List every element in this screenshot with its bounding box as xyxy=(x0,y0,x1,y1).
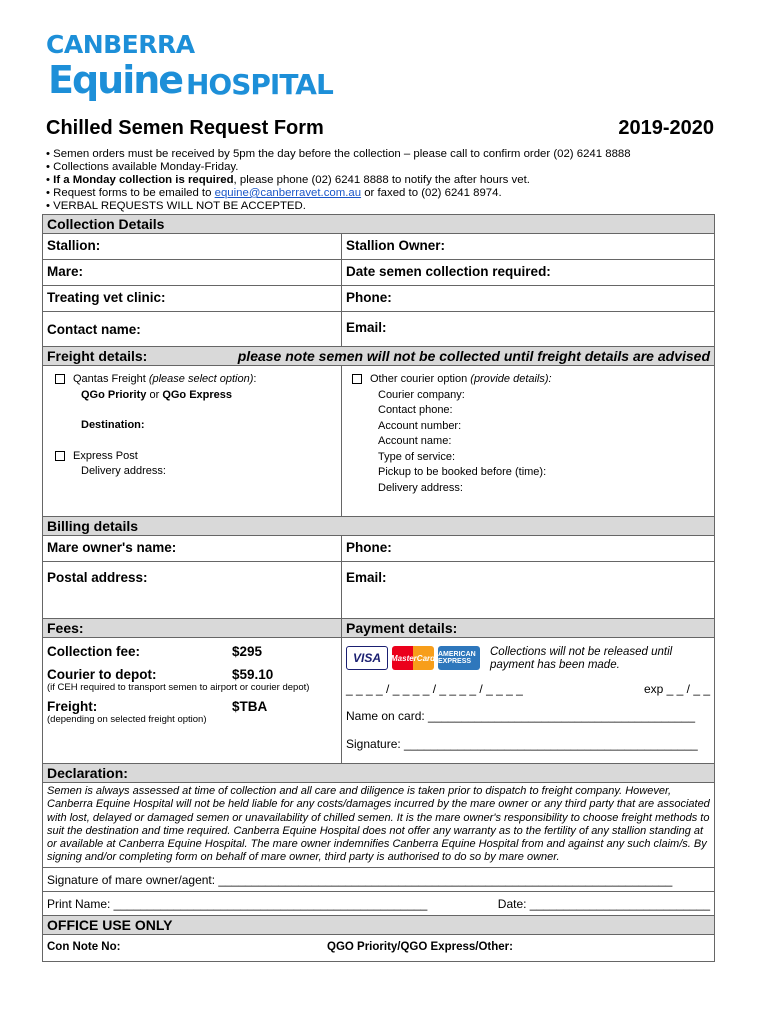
checkbox-icon[interactable] xyxy=(55,451,65,461)
courier-fee-label: Courier to depot: xyxy=(47,667,157,682)
fax-text: or faxed to (02) 6241 8974. xyxy=(361,187,502,199)
expiry-field[interactable]: exp _ _ / _ _ xyxy=(643,682,710,696)
request-form-table xyxy=(42,214,715,962)
fees-heading: Fees: xyxy=(43,619,342,637)
billing-phone-field[interactable]: Phone: xyxy=(346,540,392,555)
courier-delivery-address-field[interactable]: Delivery address: xyxy=(378,481,463,494)
payment-note: Collections will not be released until payment has been made. xyxy=(490,646,673,671)
destination-field[interactable]: Destination: xyxy=(81,419,145,431)
monday-rest: , please phone (02) 6241 8888 to notify the after hours vet. xyxy=(233,174,530,186)
freight-fee-value: $TBA xyxy=(232,699,268,714)
collection-fee-value: $295 xyxy=(232,644,263,659)
other-courier-fields xyxy=(352,388,710,497)
account-name-field[interactable]: Account name: xyxy=(378,435,452,447)
account-number-field[interactable]: Account number: xyxy=(378,419,462,432)
contact-phone-field[interactable]: Contact phone: xyxy=(378,404,453,416)
owner-name-field[interactable]: Mare owner's name: xyxy=(43,536,342,561)
owner-signature-field[interactable]: Signature of mare owner/agent: ____________________________________________________________________ xyxy=(43,868,714,892)
collection-fee-line xyxy=(47,644,337,659)
office-heading: OFFICE USE ONLY xyxy=(43,916,714,935)
contact-name-field[interactable]: Contact name: xyxy=(43,312,342,346)
instruction-5: • VERBAL REQUESTS WILL NOT BE ACCEPTED. xyxy=(46,200,306,212)
mastercard-icon: MasterCard xyxy=(392,646,434,670)
postal-address-field[interactable]: Postal address: xyxy=(43,562,342,618)
checkbox-icon[interactable] xyxy=(352,374,362,384)
checkbox-icon[interactable] xyxy=(55,374,65,384)
fees-heading-row xyxy=(43,619,714,638)
qgo-option-field[interactable]: QGO Priority/QGO Express/Other: xyxy=(327,940,513,953)
instructions-list xyxy=(46,148,631,213)
colon: : xyxy=(253,373,257,385)
visa-icon: VISA xyxy=(346,646,388,670)
stallion-field[interactable]: Stallion: xyxy=(43,234,342,259)
instruction-4 xyxy=(46,187,631,200)
freight-right xyxy=(342,366,714,516)
courier-fee-value: $59.10 xyxy=(232,667,274,682)
instruction-3 xyxy=(46,174,631,187)
freight-note: (depending on selected freight option) xyxy=(47,714,207,725)
date-required-field[interactable]: Date semen collection required: xyxy=(346,264,551,279)
payment-top xyxy=(346,646,710,672)
freight-left xyxy=(43,366,342,516)
collection-fee-label: Collection fee: xyxy=(47,644,141,659)
mare-field[interactable]: Mare: xyxy=(43,260,342,285)
instruction-1: • Semen orders must be received by 5pm the day before the collection – please call to confirm order (02) 6241 8888 xyxy=(46,148,631,160)
form-year: 2019-2020 xyxy=(618,117,714,139)
print-name-field[interactable]: Print Name: _______________________________________________ xyxy=(47,896,428,911)
logo-hospital: HOSPITAL xyxy=(186,68,333,101)
freight-fee-line xyxy=(47,699,337,714)
freight-heading xyxy=(43,347,714,366)
collection-heading: Collection Details xyxy=(43,215,714,234)
express-post-option[interactable] xyxy=(55,449,337,465)
freight-note: please note semen will not be collected until freight details are advised xyxy=(237,348,710,364)
courier-note: (if CEH required to transport semen to airport or courier depot) xyxy=(47,682,310,693)
express-post-label: Express Post xyxy=(73,449,138,462)
logo-canberra: CANBERRA xyxy=(46,30,195,59)
declaration-heading: Declaration: xyxy=(43,764,714,783)
treating-vet-field[interactable]: Treating vet clinic: xyxy=(43,286,342,311)
pickup-time-field[interactable]: Pickup to be booked before (time): xyxy=(378,466,547,478)
billing-heading: Billing details xyxy=(43,517,714,536)
hospital-logo xyxy=(46,30,346,110)
monday-note: If a Monday collection is required xyxy=(53,174,234,186)
other-courier-label: Other courier option xyxy=(370,373,468,385)
name-on-card-field[interactable]: Name on card: ________________________________________ xyxy=(346,709,695,723)
other-courier-option[interactable] xyxy=(352,372,710,388)
freight-label: Freight details: xyxy=(47,348,148,364)
service-type-field[interactable]: Type of service: xyxy=(378,450,456,463)
delivery-address-field[interactable]: Delivery address: xyxy=(81,465,166,477)
card-number-row xyxy=(346,682,710,696)
qgo-options xyxy=(55,388,337,404)
billing-email-field[interactable]: Email: xyxy=(346,570,387,585)
qgo-express: QGo Express xyxy=(162,388,233,401)
courier-fee-line xyxy=(47,667,337,682)
qantas-note: (please select option) xyxy=(148,373,254,385)
amex-icon: AMERICAN EXPRESS xyxy=(438,646,480,670)
form-title: Chilled Semen Request Form xyxy=(46,117,324,139)
qantas-option[interactable] xyxy=(55,372,337,388)
qgo-priority: QGo Priority xyxy=(81,388,147,401)
email-link[interactable]: equine@canberravet.com.au xyxy=(214,187,362,199)
qantas-label: Qantas Freight xyxy=(73,373,146,385)
card-number-field[interactable]: _ _ _ _ / _ _ _ _ / _ _ _ _ / _ _ _ _ xyxy=(346,682,523,696)
card-logos xyxy=(346,646,480,670)
payment-heading: Payment details: xyxy=(346,620,458,636)
email-prefix: • Request forms to be emailed to xyxy=(46,187,215,199)
or-text: or xyxy=(146,388,163,401)
logo-equine: Equine xyxy=(48,58,183,102)
card-signature-field[interactable]: Signature: ____________________________________________ xyxy=(346,737,698,751)
fees-block xyxy=(43,638,342,763)
declaration-text: Semen is always assessed at time of collection and all care and diligence is taken prior to dispatch to freight company. However, Canberra Equine Hospital will not be held liable for any costs/damages incurred by the mare owner or any third party that are associated with lost, delayed or damaged semen or unavailability of chilled semen. It is the mare owner's responsibility to choose freight methods to suit the destination and time required. Canberra Equine Hospital does not offer any warranty as to the fertility of any stallion standing at or available at Canberra Equine Hospital. The mare owner indemnifies Canberra Equine Hospital from and against any such claim/s. By signing and/or completing form on behalf of mare owner, third party is authorised to do so by mare owner. xyxy=(43,783,714,868)
instruction-2: • Collections available Monday-Friday. xyxy=(46,161,239,173)
bullet-prefix: • xyxy=(46,174,54,186)
courier-company-field[interactable]: Courier company: xyxy=(378,388,465,401)
payment-block xyxy=(342,638,714,763)
other-courier-note: (provide details): xyxy=(470,373,552,385)
freight-fee-label: Freight: xyxy=(47,699,98,714)
email-field[interactable]: Email: xyxy=(346,320,387,335)
con-note-field[interactable]: Con Note No: xyxy=(47,940,121,953)
stallion-owner-field[interactable]: Stallion Owner: xyxy=(346,238,446,253)
phone-field[interactable]: Phone: xyxy=(346,290,392,305)
date-field[interactable]: Date: ___________________________ xyxy=(497,896,710,911)
print-name-row xyxy=(43,892,714,916)
